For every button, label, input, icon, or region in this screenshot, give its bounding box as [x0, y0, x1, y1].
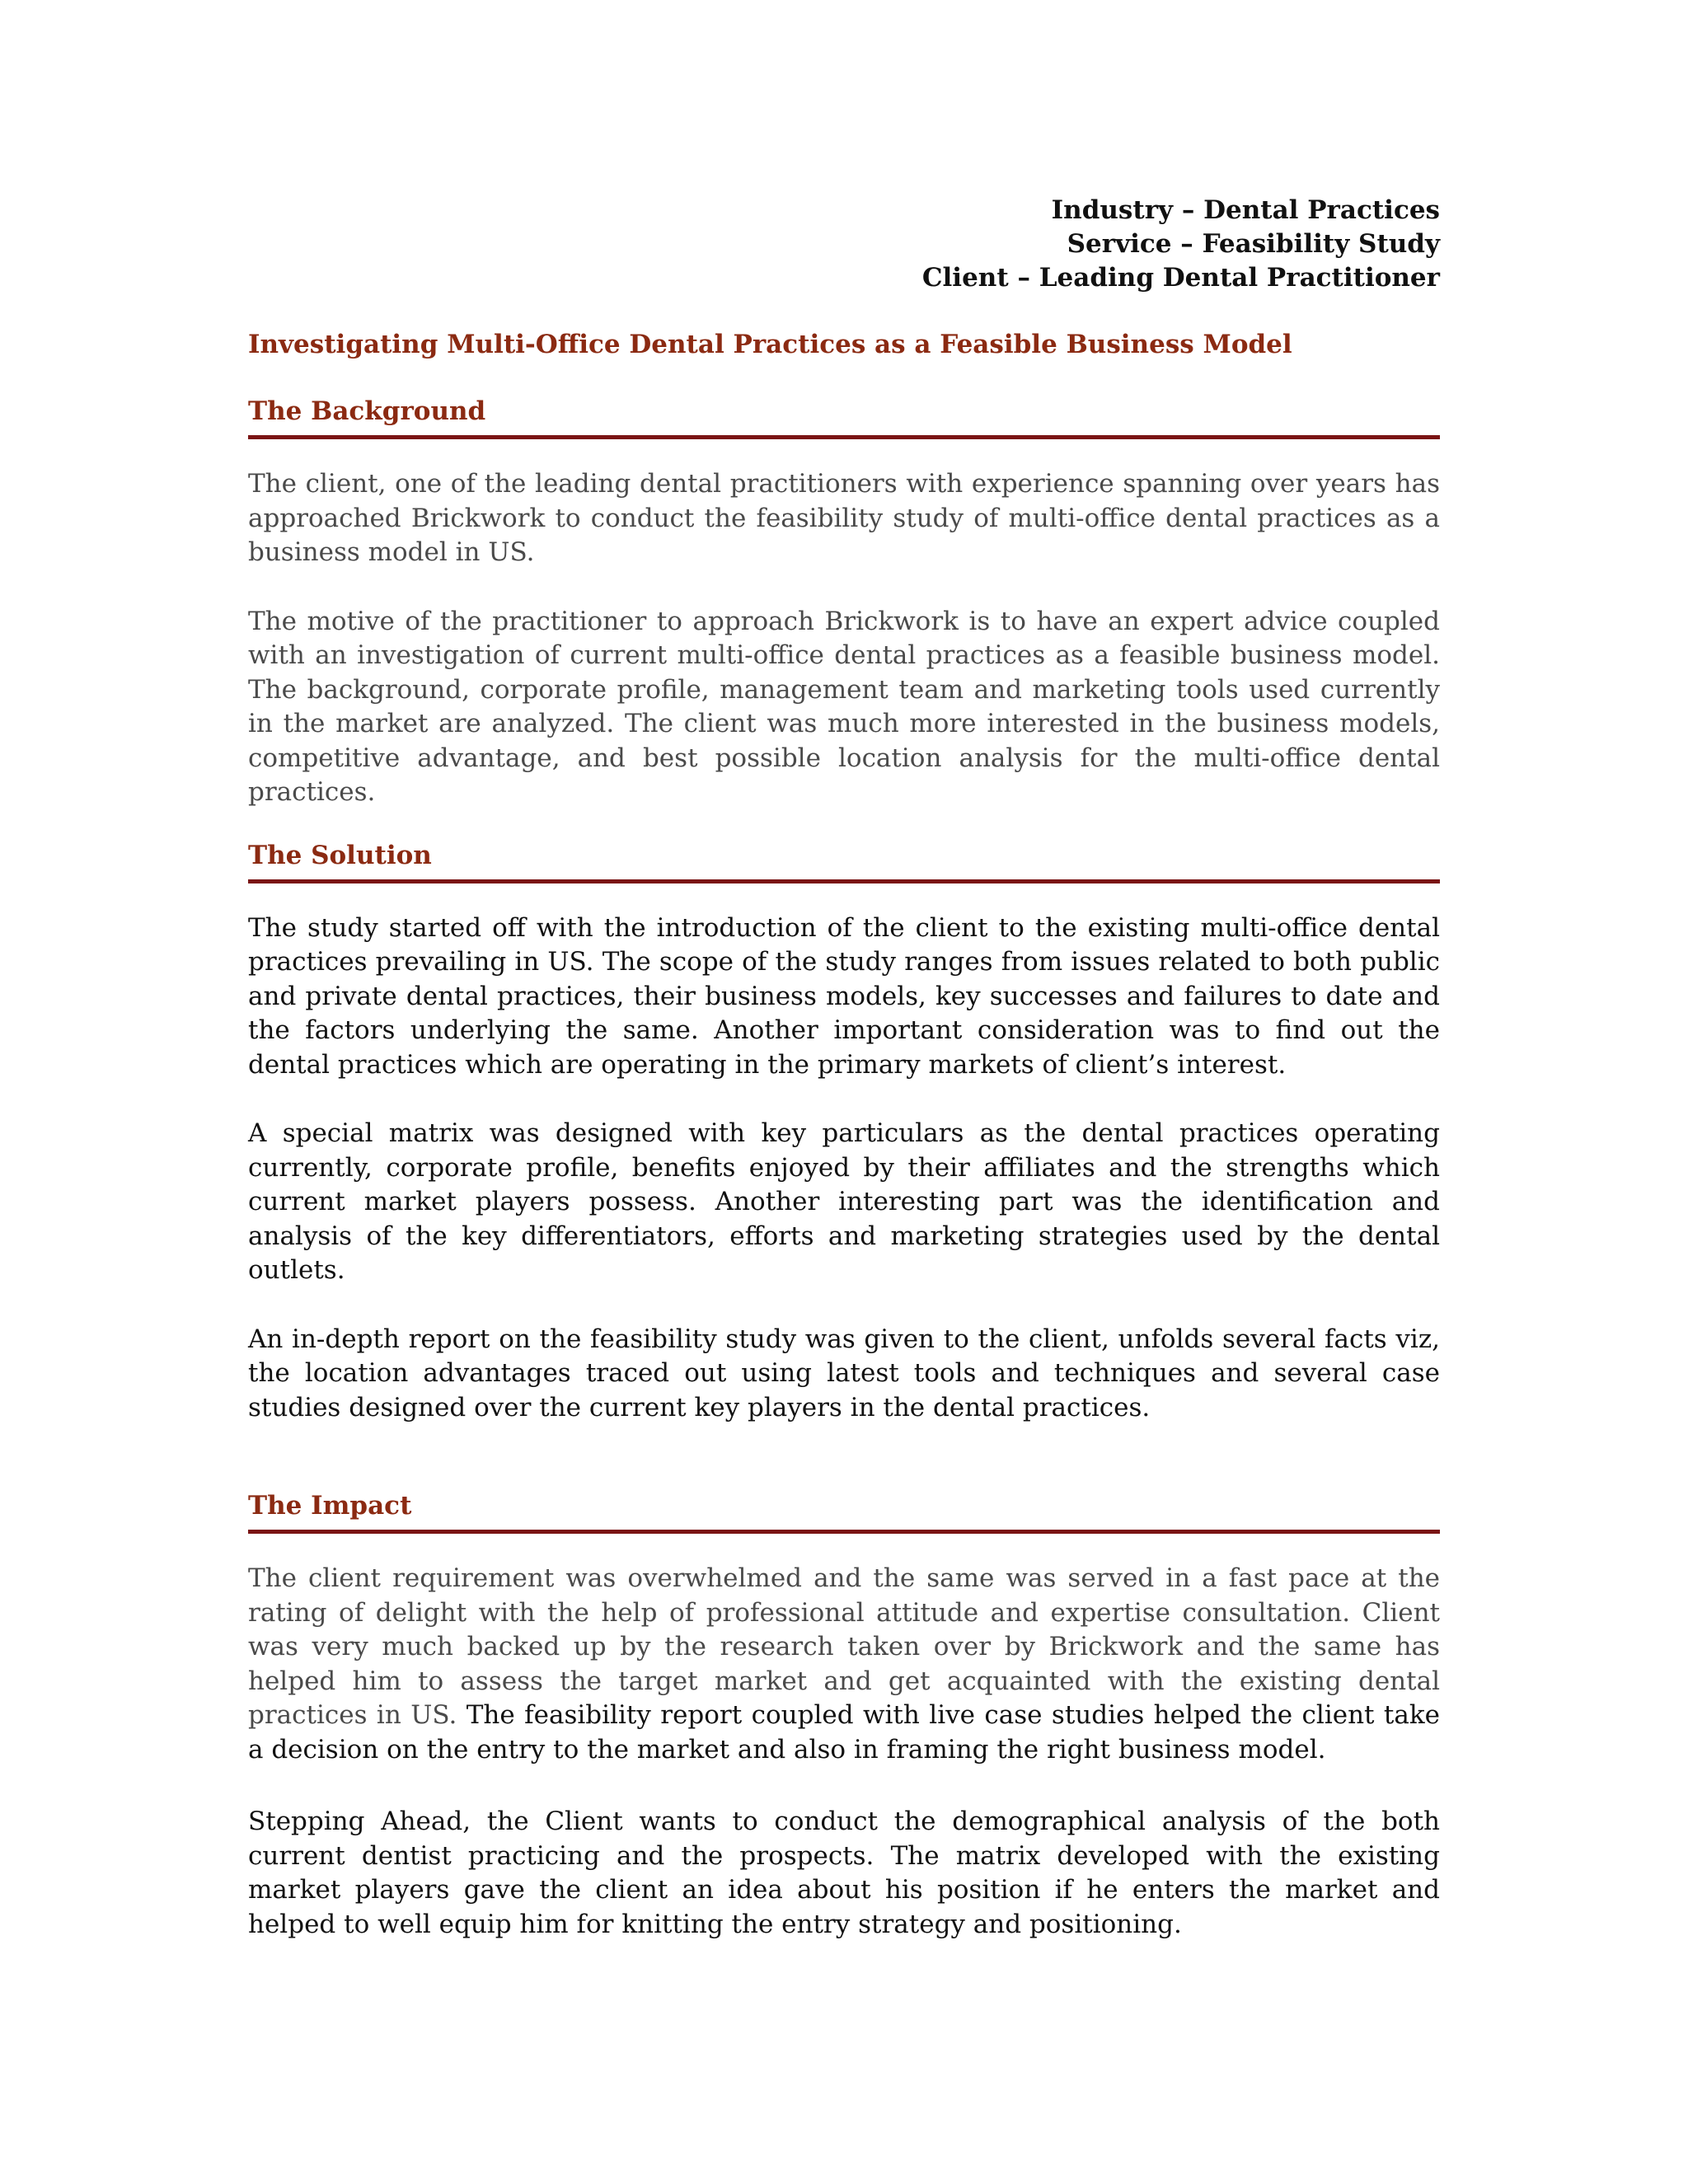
impact-heading: The Impact: [248, 1489, 1440, 1534]
client-line: Client – Leading Dental Practitioner: [921, 263, 1440, 293]
industry-line: Industry – Dental Practices: [1051, 195, 1440, 225]
solution-paragraph-1: The study started off with the introduction of the client to the existing multi-office dental practices prevailing in US. The scope of the study ranges from issues related to both public and private dental practices, their business models, key successes and failures to date and the factors underlying the same. Another important consideration was to find out the dental practices which are operating in the primary markets of client’s interest.: [248, 912, 1440, 1080]
impact-paragraph-1: [248, 1562, 1440, 1767]
solution-heading: The Solution: [248, 839, 1440, 883]
document-meta: [248, 194, 1440, 295]
background-heading: The Background: [248, 395, 1440, 439]
document-title: Investigating Multi-Office Dental Practices as a Feasible Business Model: [248, 330, 1292, 359]
impact-paragraph-2: Stepping Ahead, the Client wants to conduct the demographical analysis of the both current dentist practicing and the prospects. The matrix developed with the existing market players gave the client an idea about his position if he enters the market and helped to well equip him for knitting the entry strategy and positioning.: [248, 1807, 1440, 1939]
document-page: [248, 194, 1440, 1942]
solution-paragraph-2: A special matrix was designed with key particulars as the dental practices operating currently, corporate profile, benefits enjoyed by their affiliates and the strengths which current market players possess. Another interesting part was the identification and analysis of the key differentiators, efforts and marketing strategies used by the dental outlets.: [248, 1118, 1440, 1285]
impact-paragraph-1-part-2: The feasibility report coupled with live case studies helped the client take a decision on the entry to the market and also in framing the right business model.: [248, 1700, 1440, 1765]
service-line: Service – Feasibility Study: [1067, 229, 1440, 259]
background-paragraph-2: The motive of the practitioner to approach Brickwork is to have an expert advice coupled with an investigation of current multi-office dental practices as a feasible business model. The background, corporate profile, management team and marketing tools used currently in the market are analyzed. The client was much more interested in the business models, competitive advantage, and best possible location analysis for the multi-office dental practices.: [248, 606, 1440, 807]
solution-paragraph-3: An in-depth report on the feasibility study was given to the client, unfolds several facts viz, the location advantages traced out using latest tools and techniques and several case studies designed over the current key players in the dental practices.: [248, 1324, 1440, 1422]
impact-paragraph-1-part-1: The client requirement was overwhelmed and the same was served in a fast pace at the rating of delight with the help of professional attitude and expertise consultation. Client was very much backed up by the research taken over by Brickwork and the same has helped him to assess the target market and get acquainted with the existing dental practices in US.: [248, 1563, 1440, 1730]
background-paragraph-1: The client, one of the leading dental practitioners with experience spanning over years has approached Brickwork to conduct the feasibility study of multi-office dental practices as a business model in US.: [248, 469, 1440, 567]
